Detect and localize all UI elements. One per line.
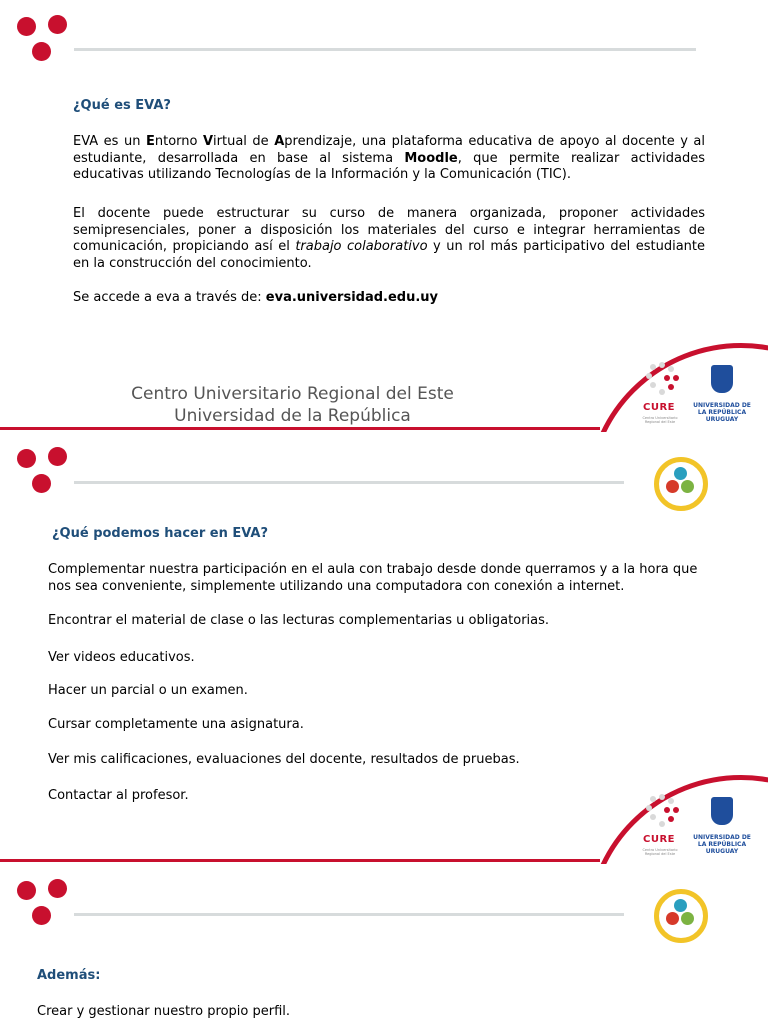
cure-logo-subtitle: Centro Universitario Regional del Este: [642, 848, 678, 856]
list-item: Hacer un parcial o un examen.: [48, 683, 248, 698]
header-divider: [74, 481, 624, 484]
list-item: Crear y gestionar nuestro propio perfil.: [37, 1004, 291, 1019]
decor-dot: [17, 17, 36, 36]
decor-dot: [32, 906, 51, 925]
slide-heading: Además:: [37, 968, 101, 983]
list-item: Cursar completamente una asignatura.: [48, 717, 304, 732]
list-item: Encontrar el material de clase o las lecturas complementarias u obligatorias.: [48, 613, 550, 628]
logo-block: [636, 360, 766, 432]
paragraph-access: Se accede a eva a través de: eva.universidad.edu.uy: [73, 290, 439, 305]
decor-dot: [48, 447, 67, 466]
decor-dot: [17, 449, 36, 468]
paragraph-what-is-eva: EVA es un Entorno Virtual de Aprendizaje, una plataforma educativa de apoyo al docente y al estudiante, desarrollada en base al sistema Moodle, que permite realizar actividades educativas utilizando Tecnologías de la Información y la Comunicación (TIC).: [73, 134, 706, 182]
udelar-logo-text: UNIVERSIDAD DE LA REPÚBLICA URUGUAY: [693, 834, 751, 855]
decor-dot: [32, 474, 51, 493]
header-divider: [74, 913, 624, 916]
footer-institution: Centro Universitario Regional del Este Universidad de la República: [131, 384, 454, 426]
decor-dot: [17, 881, 36, 900]
footer-red-line: [0, 859, 600, 862]
list-item: Contactar al profesor.: [48, 788, 189, 803]
cure-logo-text: CURE: [643, 834, 675, 845]
udelar-shield-icon: [711, 797, 733, 825]
decor-dot: [48, 879, 67, 898]
slide-1: [0, 0, 768, 432]
udelar-logo-text: UNIVERSIDAD DE LA REPÚBLICA URUGUAY: [693, 402, 751, 423]
decor-dot: [48, 15, 67, 34]
cure-logo-text: CURE: [643, 402, 675, 413]
slide-3: [0, 864, 768, 1024]
cure-logo-subtitle: Centro Universitario Regional del Este: [642, 416, 678, 424]
paragraph-docente: El docente puede estructurar su curso de manera organizada, proponer actividades semipresenciales, poner a disposición los materiales del curso e integrar herramientas de comunicación, propiciando así el trabajo colaborativo y un rol más participativo del estudiante en la construcción del conocimiento.: [73, 206, 705, 271]
slide-heading: ¿Qué podemos hacer en EVA?: [52, 526, 269, 541]
list-item: Complementar nuestra participación en el aula con trabajo desde donde querramos y a la hora que nos sea conveniente, simplemente utilizando una computadora con conexión a internet.: [48, 562, 698, 594]
cure-logo-icon: [642, 794, 682, 830]
list-item: Ver mis calificaciones, evaluaciones del docente, resultados de pruebas.: [48, 752, 520, 767]
cure-logo-icon: [642, 362, 682, 398]
list-item: Ver videos educativos.: [48, 650, 195, 665]
eva-url-link[interactable]: eva.universidad.edu.uy: [265, 290, 439, 305]
slide-heading: ¿Qué es EVA?: [73, 98, 171, 113]
decor-dot: [32, 42, 51, 61]
slide-2: [0, 432, 768, 864]
eva-logo-icon: [654, 889, 708, 943]
footer-red-line: [0, 427, 600, 430]
header-divider: [74, 48, 696, 51]
eva-logo-icon: [654, 457, 708, 511]
logo-block: [636, 792, 766, 864]
udelar-shield-icon: [711, 365, 733, 393]
